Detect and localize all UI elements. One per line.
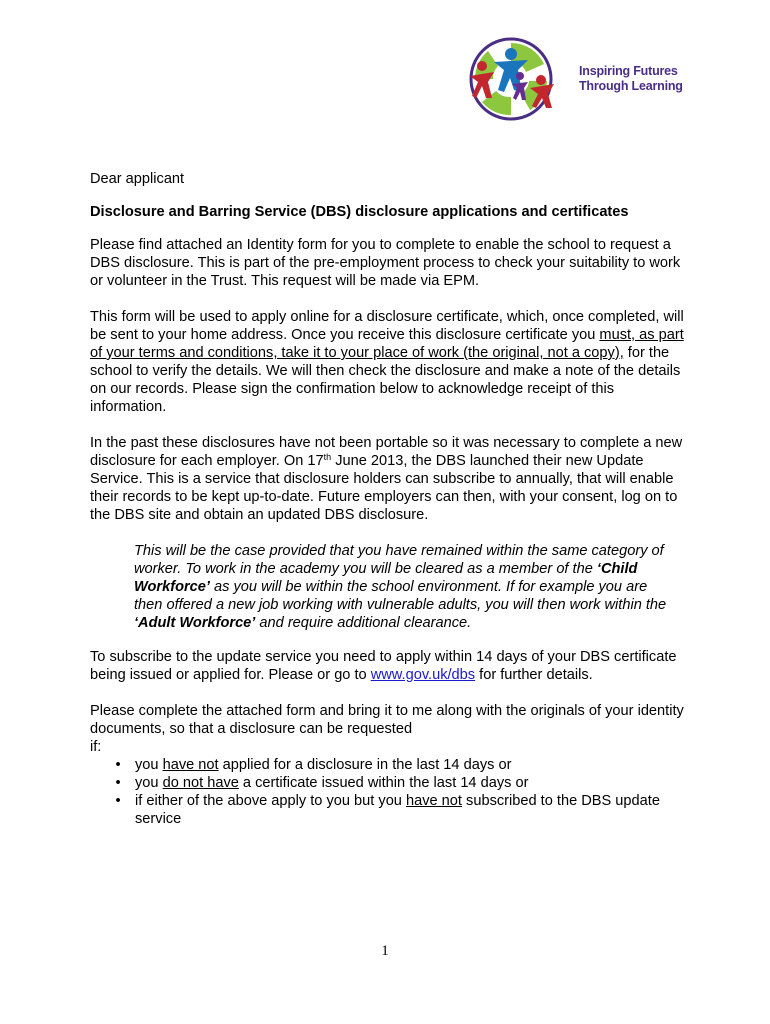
list-item <box>90 792 690 828</box>
bold-term-adult-workforce: ‘Adult Workforce’ <box>134 615 256 631</box>
bullet-icon: • <box>115 757 121 773</box>
page-number: 1 <box>381 943 389 959</box>
text-segment: if: <box>90 739 102 755</box>
paragraph-identity-form: Please find attached an Identity form for you to complete to enable the school to request a DBS disclosure. This is part of the pre-employment process to check your suitability to work or volunteer in the Trust. This request will be made via EPM. <box>90 237 681 289</box>
text-segment: This form will be used to apply online for a disclosure certificate, which, once completed, will be sent to your home address. Once you receive this disclosure certificate you <box>90 309 684 343</box>
salutation: Dear applicant <box>90 171 185 187</box>
logo-line-2: Through Learning <box>579 79 683 93</box>
italic-note <box>134 542 672 632</box>
text-segment: applied for a disclosure in the last 14 days or <box>218 757 512 773</box>
logo-wordmark <box>579 64 683 94</box>
text-segment: To subscribe to the update service you need to apply within 14 days of your DBS certificate being issued or applied for. Please or go to <box>90 649 677 683</box>
text-segment: and require additional clearance. <box>255 615 472 631</box>
text-segment: a certificate issued within the last 14 days or <box>238 775 529 791</box>
letter-body <box>90 170 690 828</box>
list-item <box>90 756 690 774</box>
text-segment: subscribed to the DBS update service <box>135 793 660 827</box>
text-segment: if either of the above apply to you but you <box>135 793 406 809</box>
letter-heading: Disclosure and Barring Service (DBS) disclosure applications and certificates <box>90 204 629 220</box>
bullet-icon: • <box>115 775 121 791</box>
text-segment: This will be the case provided that you have remained within the same category of worker. To work in the academy you will be cleared as a member of the <box>134 543 664 577</box>
logo-line-1: Inspiring Futures <box>579 64 678 78</box>
bullet-icon: • <box>115 793 121 809</box>
paragraph-complete-form <box>90 702 690 756</box>
text-segment: for further details. <box>475 667 593 683</box>
underlined-text: do not have <box>162 775 239 791</box>
paragraph-certificate <box>90 308 690 416</box>
superscript: th <box>323 452 332 462</box>
text-segment: you <box>135 775 163 791</box>
underlined-text: have not <box>162 757 219 773</box>
text-segment: for the school to verify the details. We will then check the disclosure and make a note of the details on our records. Please sign the confirmation below to acknowledge receipt of this information. <box>90 345 681 415</box>
text-segment: In the past these disclosures have not been portable so it was necessary to complete a new disclosure for each employer. On 17 <box>90 435 683 469</box>
paragraph-update-service <box>90 434 690 524</box>
list-item <box>90 774 690 792</box>
conditions-list <box>90 756 690 828</box>
bold-term-child-workforce: ‘Child Workforce’ <box>134 561 638 595</box>
text-segment: June 2013, the DBS launched their new Update Service. This is a service that disclosure holders can subscribe to annually, that will enable their records to be kept up-to-date. Future employers can then, with your consent, log on to the DBS site and obtain an updated DBS disclosure. <box>90 453 678 523</box>
paragraph-subscribe <box>90 648 690 684</box>
text-segment: as you will be within the school environment. If for example you are then offered a new job working with vulnerable adults, you will then work within the <box>134 579 667 613</box>
text-segment: Please complete the attached form and bring it to me along with the originals of your identity documents, so that a disclosure can be requested <box>90 703 684 737</box>
underlined-text: have not <box>405 793 462 809</box>
underlined-text: must, as part of your terms and conditions, take it to your place of work (the original, not a copy), <box>90 327 684 361</box>
dbs-website-link[interactable]: www.gov.uk/dbs <box>370 667 476 683</box>
text-segment: you <box>135 757 163 773</box>
